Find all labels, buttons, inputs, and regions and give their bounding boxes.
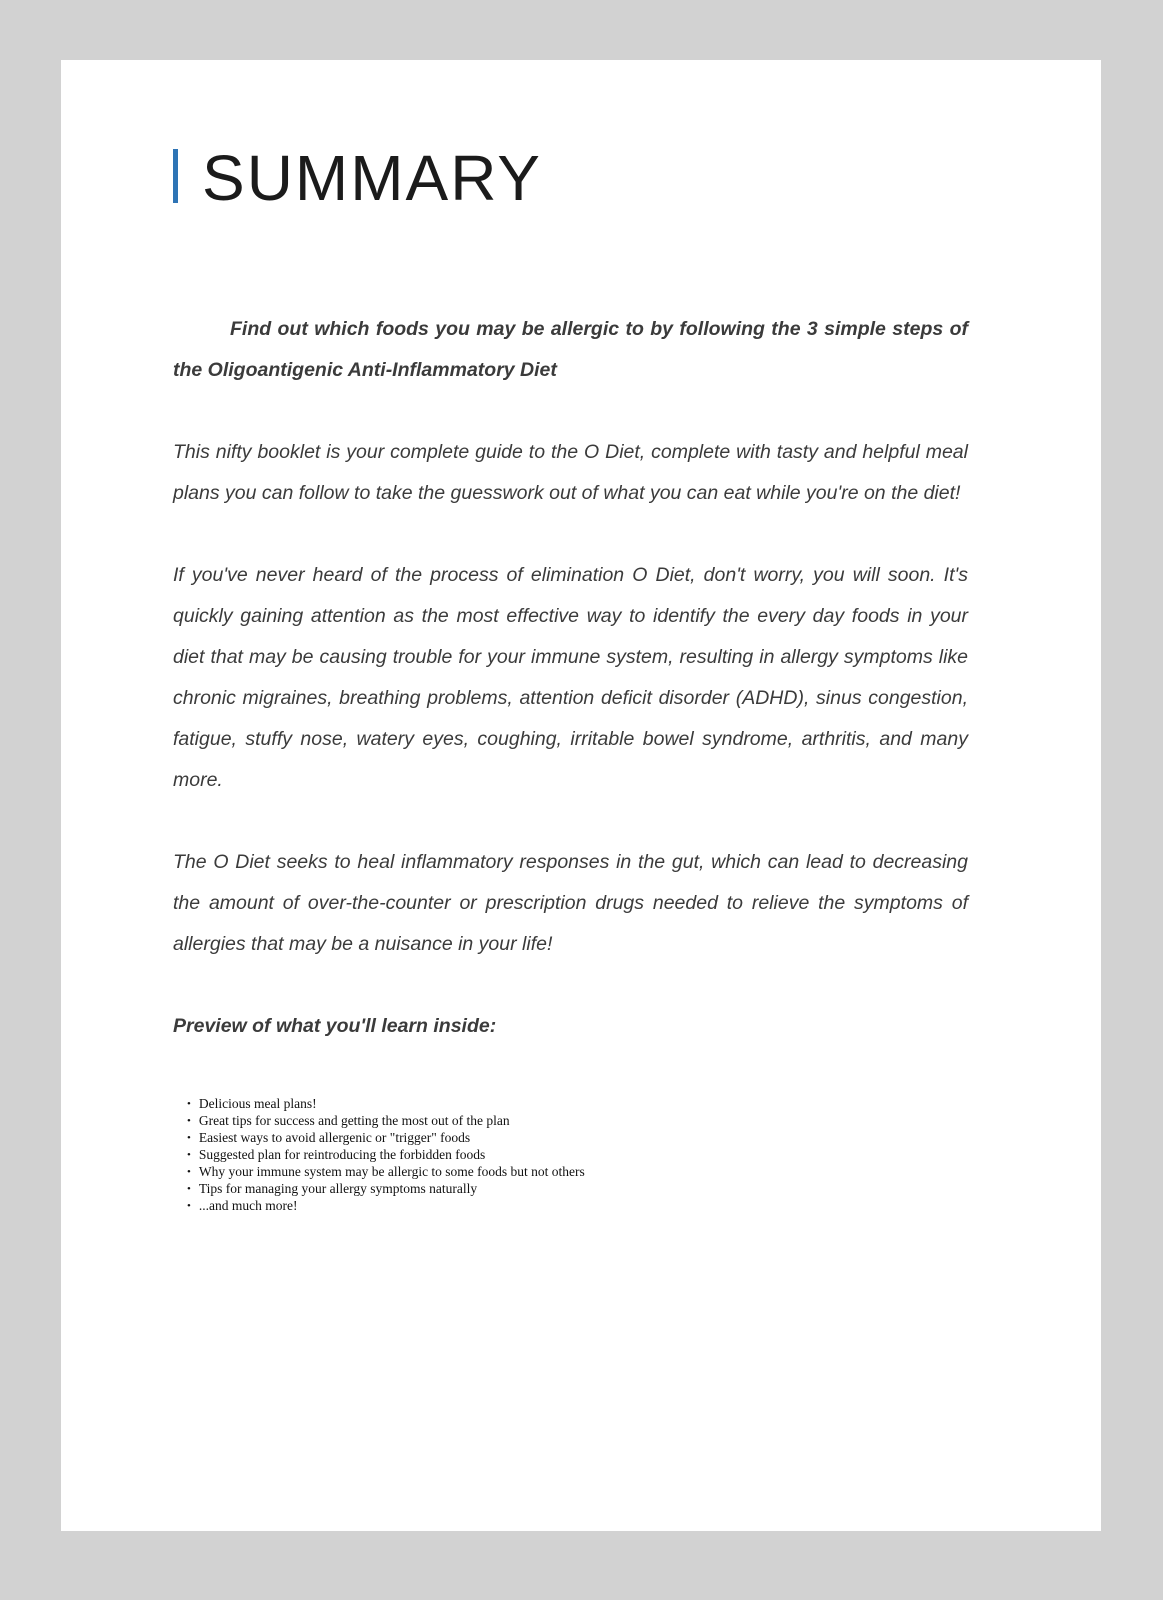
list-item-text: Why your immune system may be allergic to some foods but not others — [198, 1164, 585, 1180]
title-block — [173, 143, 968, 213]
bullet-icon: • — [187, 1098, 191, 1111]
list-item-text: Delicious meal plans! — [198, 1096, 317, 1112]
body-paragraph-1: This nifty booklet is your complete guide to the O Diet, complete with tasty and helpful meal plans you can follow to take the guesswork out of what you can eat while you're on the diet! — [173, 441, 968, 505]
body-paragraph-2: If you've never heard of the process of elimination O Diet, don't worry, you will soon. It's quickly gaining attention as the most effective way to identify the every day foods in your diet that may be causing trouble for your immune system, resulting in allergy symptoms like chronic migraines, breathing problems, attention deficit disorder (ADHD), sinus congestion, fatigue, stuffy nose, watery eyes, coughing, irritable bowel syndrome, arthritis, and many more. — [173, 564, 968, 792]
bullet-icon: • — [187, 1200, 191, 1213]
list-item — [187, 1164, 968, 1181]
page-title: SUMMARY — [202, 142, 542, 214]
list-item-text: Tips for managing your allergy symptoms naturally — [198, 1181, 478, 1197]
list-item — [187, 1198, 968, 1215]
bullet-icon: • — [187, 1115, 191, 1128]
bullet-icon: • — [187, 1183, 191, 1196]
document-page — [61, 60, 1101, 1531]
preview-list — [173, 1096, 968, 1215]
list-item — [187, 1130, 968, 1147]
list-item-text: Suggested plan for reintroducing the forbidden foods — [198, 1147, 486, 1163]
body-paragraph-3: The O Diet seeks to heal inflammatory responses in the gut, which can lead to decreasing the amount of over-the-counter or prescription drugs needed to relieve the symptoms of allergies that may be a nuisance in your life! — [173, 851, 968, 956]
list-item — [187, 1147, 968, 1164]
bullet-icon: • — [187, 1149, 191, 1162]
title-accent-bar — [173, 149, 178, 203]
list-item — [187, 1096, 968, 1113]
list-item — [187, 1181, 968, 1198]
list-item — [187, 1113, 968, 1130]
list-item-text: Easiest ways to avoid allergenic or "trigger" foods — [198, 1130, 471, 1146]
preview-heading: Preview of what you'll learn inside: — [173, 1015, 497, 1038]
bullet-icon: • — [187, 1166, 191, 1179]
document-body — [173, 309, 968, 1215]
list-item-text: ...and much more! — [198, 1198, 298, 1214]
intro-paragraph: Find out which foods you may be allergic to by following the 3 simple steps of the Oligoantigenic Anti-Inflammatory Diet — [173, 318, 968, 382]
list-item-text: Great tips for success and getting the most out of the plan — [198, 1113, 510, 1129]
bullet-icon: • — [187, 1132, 191, 1145]
